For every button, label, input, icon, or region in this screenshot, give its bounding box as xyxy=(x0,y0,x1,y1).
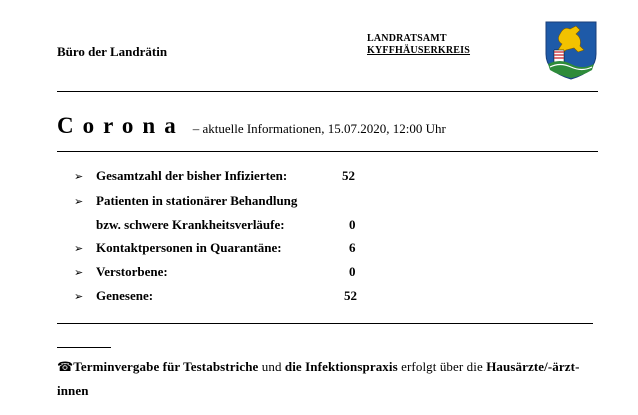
item-label: Genesene: xyxy=(96,288,154,303)
item-value: 0 xyxy=(349,217,356,232)
footer-text-2: erfolgt über die xyxy=(397,359,487,374)
footer-bold-2: die Infektionspraxis xyxy=(284,359,398,374)
list-item xyxy=(74,264,168,280)
arrow-bullet-icon: ➢ xyxy=(74,242,84,255)
item-label: Patienten in stationärer Behandlung xyxy=(96,193,298,208)
title-subtitle: – aktuelle Informationen, 15.07.2020, 12:00 Uhr xyxy=(192,121,446,136)
list-rule xyxy=(57,323,593,324)
list-item xyxy=(74,240,282,256)
list-item xyxy=(74,288,153,304)
arrow-bullet-icon: ➢ xyxy=(74,195,84,208)
arrow-bullet-icon: ➢ xyxy=(74,290,84,303)
footer-bold-4: innen xyxy=(57,383,89,398)
header-rule xyxy=(57,91,598,92)
page-title xyxy=(57,113,446,139)
list-item xyxy=(74,193,297,209)
footer-text-1: und xyxy=(258,359,285,374)
title-rule xyxy=(57,151,598,152)
list-item xyxy=(74,168,287,184)
item-value: 52 xyxy=(344,288,357,303)
authority-line-2: KYFFHÄUSERKREIS xyxy=(367,45,471,56)
phone-icon: ☎ xyxy=(57,360,74,375)
arrow-bullet-icon: ➢ xyxy=(74,170,84,183)
item-value: 52 xyxy=(342,168,355,183)
item-label: Verstorbene: xyxy=(96,264,168,279)
coat-of-arms-logo xyxy=(540,20,602,80)
title-main: Corona xyxy=(57,113,185,138)
footer-note xyxy=(57,355,602,402)
footer-bold-3: Hausärzte/-ärzt- xyxy=(486,359,580,374)
item-value: 6 xyxy=(349,240,356,255)
authority-line-1: LANDRATSAMT xyxy=(367,33,447,44)
item-value: 0 xyxy=(349,264,356,279)
office-name: Büro der Landrätin xyxy=(57,44,168,59)
footer-bold-1: Terminvergabe für Testabstriche xyxy=(73,359,259,374)
item-label: Gesamtzahl der bisher Infizierten: xyxy=(96,168,288,183)
authority-name xyxy=(367,33,470,57)
item-label: Kontaktpersonen in Quarantäne: xyxy=(96,240,282,255)
footnote-rule xyxy=(57,347,111,348)
arrow-bullet-icon: ➢ xyxy=(74,266,84,279)
item-label-continued: bzw. schwere Krankheitsverläufe: xyxy=(96,217,285,232)
